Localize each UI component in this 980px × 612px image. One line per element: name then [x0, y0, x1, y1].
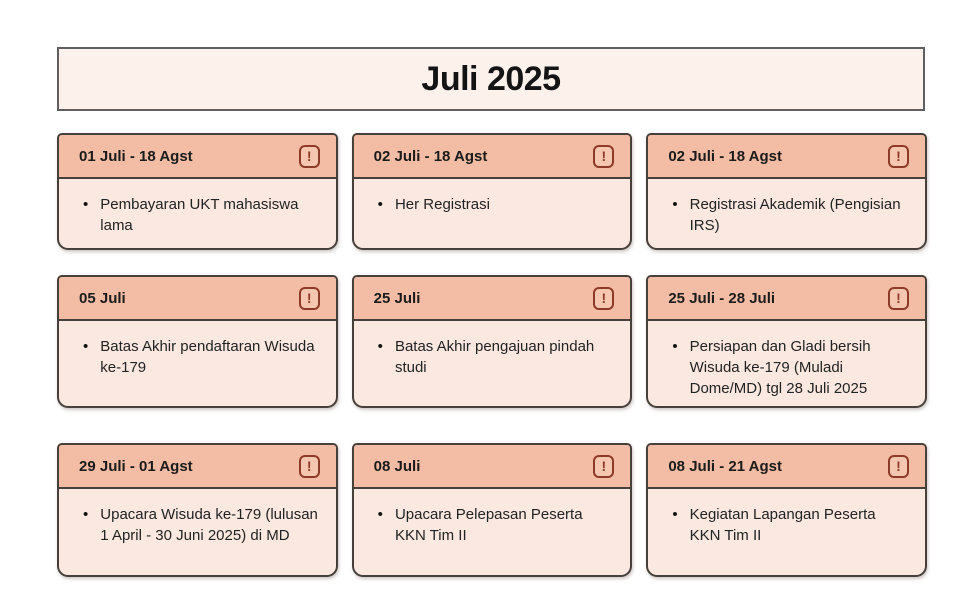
card-row-3 [57, 443, 927, 577]
event-card [352, 443, 633, 577]
bullet-icon: • [672, 338, 678, 355]
event-text: Registrasi Akademik (Pengisian IRS) [689, 196, 901, 234]
bullet-icon: • [377, 196, 383, 213]
event-card-header [354, 277, 631, 321]
event-card-header [648, 135, 925, 179]
event-card-body [648, 321, 925, 399]
event-card-header [648, 277, 925, 321]
event-card-header [648, 445, 925, 489]
event-card [57, 443, 338, 577]
month-title: Juli 2025 [421, 59, 561, 98]
date-range: 05 Juli [79, 289, 126, 307]
bullet-icon: • [377, 506, 383, 523]
event-item [83, 194, 320, 236]
bullet-icon: • [83, 506, 89, 523]
event-item [672, 336, 909, 399]
event-card-body [59, 321, 336, 378]
event-item [672, 504, 909, 546]
event-card [352, 133, 633, 250]
event-card [352, 275, 633, 408]
event-card-body [59, 489, 336, 546]
event-card-header [59, 445, 336, 489]
event-text: Kegiatan Lapangan Peserta KKN Tim II [689, 506, 876, 544]
alert-icon: ! [299, 455, 320, 478]
event-item [83, 504, 320, 546]
event-card [57, 275, 338, 408]
event-card [57, 133, 338, 250]
date-range: 25 Juli [373, 289, 421, 307]
event-text: Batas Akhir pendaftaran Wisuda ke-179 [100, 338, 315, 376]
event-text: Pembayaran UKT mahasiswa lama [100, 196, 299, 234]
event-text: Batas Akhir pengajuan pindah studi [394, 338, 595, 376]
bullet-icon: • [83, 196, 89, 213]
bullet-icon: • [672, 196, 678, 213]
alert-icon: ! [299, 145, 320, 168]
event-card-header [354, 135, 631, 179]
event-item [672, 194, 909, 236]
bullet-icon: • [83, 338, 89, 355]
alert-icon: ! [888, 455, 909, 478]
event-card-body [648, 489, 925, 546]
month-title-box [57, 47, 925, 111]
event-card [646, 275, 927, 408]
bullet-icon: • [377, 338, 383, 355]
event-card-body [354, 321, 631, 378]
card-row-1 [57, 133, 927, 250]
event-item [378, 336, 615, 378]
event-item [83, 336, 320, 378]
alert-icon: ! [888, 145, 909, 168]
date-range: 08 Juli [373, 457, 421, 475]
alert-icon: ! [888, 287, 909, 310]
event-card-body [354, 179, 631, 215]
bullet-icon: • [672, 506, 678, 523]
date-range: 08 Juli - 21 Agst [668, 457, 782, 475]
event-card-body [354, 489, 631, 546]
event-text: Persiapan dan Gladi bersih Wisuda ke-179 (Muladi Dome/MD) tgl 28 Juli 2025 [689, 338, 871, 397]
alert-icon: ! [593, 145, 614, 168]
event-card-header [59, 277, 336, 321]
event-item [378, 504, 615, 546]
event-card [646, 133, 927, 250]
event-card-header [354, 445, 631, 489]
event-card-body [648, 179, 925, 236]
event-card-body [59, 179, 336, 236]
alert-icon: ! [299, 287, 320, 310]
date-range: 02 Juli - 18 Agst [373, 147, 488, 165]
event-card [646, 443, 927, 577]
date-range: 01 Juli - 18 Agst [79, 147, 193, 165]
event-text: Upacara Wisuda ke-179 (lulusan 1 April - 30 Juni 2025) di MD [100, 506, 318, 544]
card-row-2 [57, 275, 927, 408]
date-range: 25 Juli - 28 Juli [668, 289, 776, 307]
event-item [378, 194, 615, 215]
alert-icon: ! [593, 455, 614, 478]
date-range: 29 Juli - 01 Agst [79, 457, 193, 475]
date-range: 02 Juli - 18 Agst [668, 147, 782, 165]
event-text: Upacara Pelepasan Peserta KKN Tim II [394, 506, 583, 544]
event-card-header [59, 135, 336, 179]
event-text: Her Registrasi [394, 196, 490, 213]
alert-icon: ! [593, 287, 614, 310]
